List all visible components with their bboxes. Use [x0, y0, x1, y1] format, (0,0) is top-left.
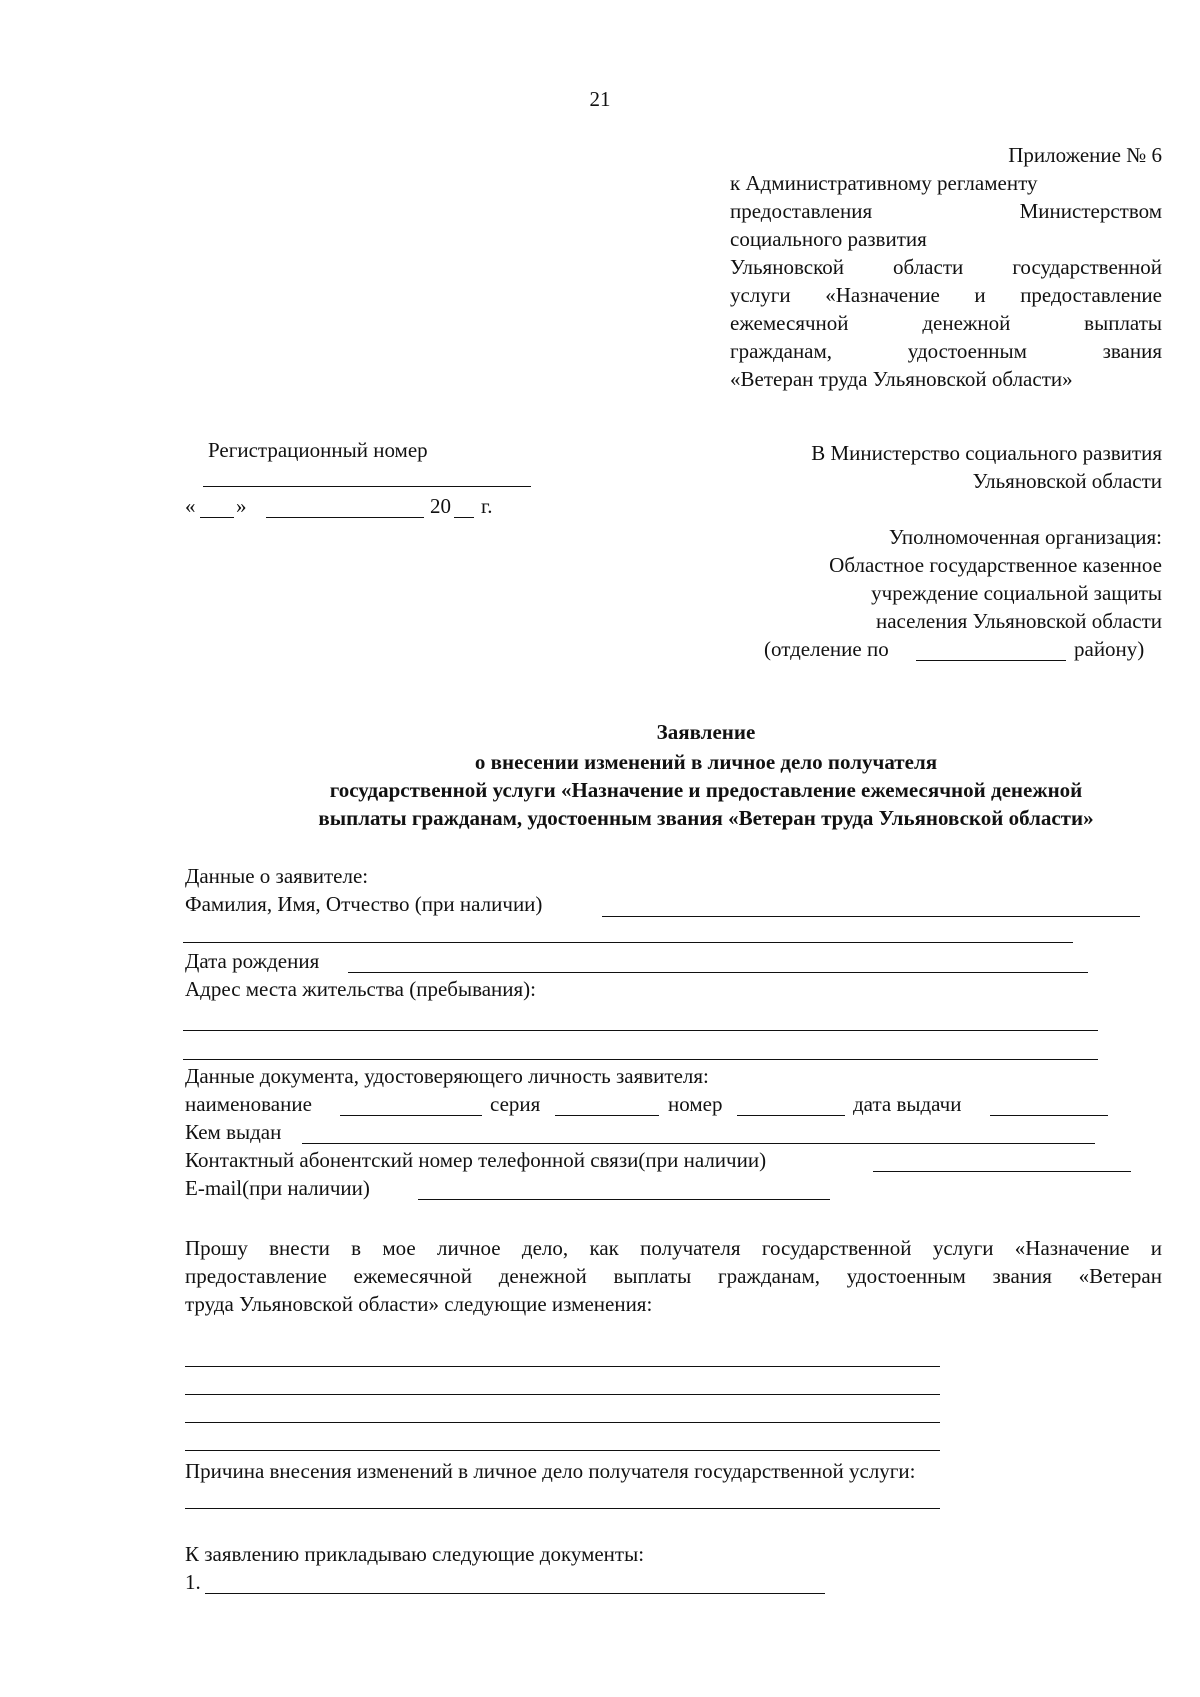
phone-label: Контактный абонентский номер телефонной связи(при наличии) — [185, 1148, 767, 1172]
addressee-line: В Министерство социального развития — [811, 441, 1162, 465]
year-field[interactable] — [454, 517, 474, 518]
email-label: E-mail(при наличии) — [185, 1176, 370, 1200]
year-suffix: г. — [481, 494, 493, 518]
date-open-quote: « — [185, 494, 196, 518]
fio-field[interactable] — [602, 916, 1140, 917]
doc-date-field[interactable] — [990, 1115, 1108, 1116]
org-line: Уполномоченная организация: — [888, 525, 1162, 549]
doc-name-field[interactable] — [340, 1115, 482, 1116]
address-field-line[interactable] — [183, 1059, 1098, 1060]
org-line: населения Ульяновской области — [875, 609, 1162, 633]
org-line: учреждение социальной защиты — [871, 581, 1162, 605]
page-number: 21 — [589, 87, 611, 111]
email-field[interactable] — [418, 1199, 830, 1200]
request-line: предоставление ежемесячной денежной выплаты гражданам, удостоенным звания «Ветеран — [185, 1264, 1162, 1288]
fio-label: Фамилия, Имя, Отчество (при наличии) — [185, 892, 543, 916]
heading-title: Заявление — [656, 720, 756, 744]
registration-number-field[interactable] — [203, 486, 531, 487]
appendix-line: социального развития — [730, 227, 927, 251]
address-field-line[interactable] — [183, 1030, 1098, 1031]
branch-prefix: (отделение по — [764, 637, 889, 661]
day-field[interactable] — [200, 517, 234, 518]
heading-line: государственной услуги «Назначение и предоставление ежемесячной денежной — [329, 778, 1083, 802]
appendix-title: Приложение № 6 — [1008, 143, 1162, 167]
registration-label: Регистрационный номер — [208, 438, 428, 462]
appendix-line: Ульяновской области государственной — [730, 255, 1162, 279]
changes-field-line[interactable] — [185, 1366, 940, 1367]
org-line: Областное государственное казенное — [829, 553, 1162, 577]
issued-by-field[interactable] — [302, 1143, 1095, 1144]
request-line: Прошу внести в мое личное дело, как получателя государственной услуги «Назначение и — [185, 1236, 1162, 1260]
addressee-line: Ульяновской области — [972, 469, 1162, 493]
phone-field[interactable] — [873, 1171, 1131, 1172]
appendix-line: гражданам, удостоенным звания — [730, 339, 1162, 363]
appendix-line: ежемесячной денежной выплаты — [730, 311, 1162, 335]
doc-number-field[interactable] — [737, 1115, 845, 1116]
applicant-section-label: Данные о заявителе: — [185, 864, 369, 888]
appendix-line: услуги «Назначение и предоставление — [730, 283, 1162, 307]
doc-series-label: серия — [490, 1092, 541, 1116]
birth-date-label: Дата рождения — [185, 949, 320, 973]
attachment-item-number: 1. — [185, 1570, 201, 1594]
birth-date-field[interactable] — [348, 972, 1088, 973]
address-label: Адрес места жительства (пребывания): — [185, 977, 537, 1001]
attachment-item-field[interactable] — [205, 1593, 825, 1594]
reason-field[interactable] — [185, 1508, 940, 1509]
doc-name-label: наименование — [185, 1092, 312, 1116]
doc-number-label: номер — [668, 1092, 723, 1116]
changes-field-line[interactable] — [185, 1394, 940, 1395]
month-field[interactable] — [266, 517, 424, 518]
heading-line: о внесении изменений в личное дело получателя — [474, 750, 938, 774]
id-document-label: Данные документа, удостоверяющего личность заявителя: — [185, 1064, 709, 1088]
appendix-line: «Ветеран труда Ульяновской области» — [730, 367, 1073, 391]
reason-label: Причина внесения изменений в личное дело получателя государственной услуги: — [185, 1459, 916, 1483]
date-close-quote: » — [236, 494, 247, 518]
year-prefix: 20 — [430, 494, 451, 518]
issued-by-label: Кем выдан — [185, 1120, 282, 1144]
changes-field-line[interactable] — [185, 1422, 940, 1423]
doc-date-label: дата выдачи — [853, 1092, 962, 1116]
attachments-label: К заявлению прикладываю следующие документы: — [185, 1542, 645, 1566]
appendix-line: к Административному регламенту — [730, 171, 1038, 195]
changes-field-line[interactable] — [185, 1450, 940, 1451]
appendix-line: предоставления Министерством — [730, 199, 1162, 223]
doc-series-field[interactable] — [555, 1115, 659, 1116]
fio-field-continued[interactable] — [183, 942, 1073, 943]
district-field[interactable] — [916, 660, 1066, 661]
heading-line: выплаты гражданам, удостоенным звания «Ветеран труда Ульяновской области» — [318, 806, 1094, 830]
request-line: труда Ульяновской области» следующие изменения: — [185, 1292, 653, 1316]
branch-suffix: району) — [1074, 637, 1145, 661]
